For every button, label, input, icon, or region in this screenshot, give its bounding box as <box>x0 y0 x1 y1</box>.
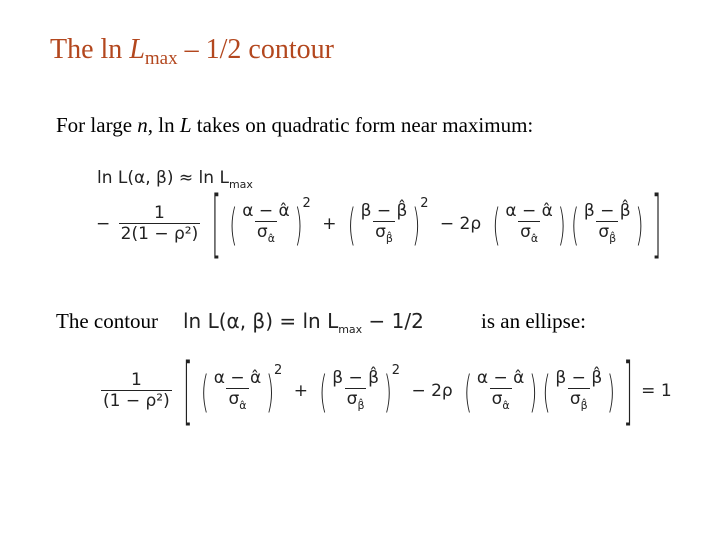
eq1-square-1: 2 <box>302 196 311 211</box>
eq1-term2 <box>359 203 410 244</box>
eq2-term4-sigma: σ <box>569 389 581 410</box>
eq1-term3-den <box>518 221 540 245</box>
eq2-prefactor-num: 1 <box>130 369 142 390</box>
eq1-term1-num: α − α̂ <box>242 201 290 222</box>
eq2-term3-sub: α̂ <box>502 399 510 413</box>
intro-text-a: For large <box>56 113 138 137</box>
eq1-paren-close-2: ) <box>412 197 421 251</box>
eq2-paren-open-4: ( <box>542 364 551 418</box>
eq1-term4-sub: β̂ <box>609 232 617 246</box>
title-sub: max <box>144 48 178 69</box>
eq2-term2-num: β − β̂ <box>332 368 379 389</box>
eq1-term3-sigma: σ <box>520 222 531 243</box>
eq2-term3-den <box>490 388 512 412</box>
eq2-prefactor <box>101 369 172 411</box>
eq1-term1-sub: α̂ <box>267 232 275 246</box>
eq2-term1-den <box>226 388 248 412</box>
eq2-term4-sub: β̂ <box>580 399 588 413</box>
slide-title <box>50 34 334 70</box>
eq1-term3-sub: α̂ <box>530 232 539 246</box>
eq2-term4-den <box>568 388 590 412</box>
eq2-term1-sub: α̂ <box>239 399 247 413</box>
equation-1-lhs <box>97 168 253 191</box>
title-suffix: – 1/2 contour <box>177 34 334 65</box>
eq1-paren-close-3: ) <box>557 197 566 251</box>
contour-math: ln L(α, β) = ln L <box>183 309 339 333</box>
eq1-paren-open-3: ( <box>492 197 501 251</box>
eq2-term2-den <box>345 388 367 412</box>
eq1-term3-num: α − α̂ <box>505 201 553 222</box>
eq1-term2-den <box>373 221 395 245</box>
eq2-term3 <box>475 370 526 411</box>
eq2-term1 <box>212 370 263 411</box>
contour-line <box>56 309 158 334</box>
eq2-paren-close-4: ) <box>607 364 615 418</box>
contour-math-tail: − 1/2 <box>362 309 424 333</box>
eq1-prefactor-num: 1 <box>154 202 165 223</box>
eq2-rhs: = 1 <box>641 381 672 401</box>
eq1-term2-sub: β̂ <box>385 232 393 246</box>
eq1-left-bracket: [ <box>211 180 221 268</box>
eq2-paren-open-2: ( <box>319 364 328 418</box>
eq1-minus: − <box>96 214 111 234</box>
eq1-term4 <box>582 203 633 244</box>
eq1-term4-den <box>596 221 618 245</box>
eq2-paren-open-1: ( <box>200 364 209 418</box>
eq2-term4 <box>553 370 604 411</box>
eq1-term2-sigma: σ <box>375 222 386 243</box>
eq1-lhs-sub: max <box>228 178 253 191</box>
eq2-paren-close-2: ) <box>383 364 392 418</box>
eq1-prefactor <box>119 202 201 244</box>
contour-equation <box>183 309 424 336</box>
eq2-term4-num: β − β̂ <box>555 368 603 389</box>
eq2-term3-num: α − α̂ <box>476 368 525 389</box>
eq2-term1-sigma: σ <box>228 389 240 410</box>
eq2-left-bracket: [ <box>183 347 193 435</box>
intro-text-c: takes on quadratic form near maximum: <box>191 113 534 137</box>
eq1-term2-num: β − β̂ <box>360 201 408 222</box>
contour-text-a: The contour <box>56 309 159 333</box>
eq1-plus: + <box>322 214 337 234</box>
title-var: L <box>129 34 145 65</box>
eq2-term2-sigma: σ <box>346 389 358 410</box>
equation-2 <box>98 347 672 435</box>
eq2-paren-open-3: ( <box>464 364 472 418</box>
intro-text-b: , ln <box>147 113 180 137</box>
eq2-paren-close-3: ) <box>529 364 538 418</box>
eq1-paren-open-4: ( <box>571 197 579 251</box>
contour-math-sub: max <box>338 323 363 336</box>
eq2-plus: + <box>293 381 308 401</box>
intro-L: L <box>179 113 192 137</box>
eq2-right-bracket: ] <box>623 347 633 435</box>
eq2-term2-sub: β̂ <box>357 399 365 413</box>
eq1-prefactor-den: 2(1 − ρ²) <box>120 223 199 244</box>
eq2-square-1: 2 <box>274 363 283 378</box>
eq1-term3 <box>503 203 554 244</box>
eq1-paren-close-1: ) <box>294 197 303 251</box>
eq2-prefactor-den: (1 − ρ²) <box>103 390 170 411</box>
eq1-right-bracket: ] <box>651 180 662 268</box>
eq1-term4-sigma: σ <box>598 222 610 243</box>
eq1-paren-open-1: ( <box>229 197 238 251</box>
eq1-lhs: ln L(α, β) ≈ ln L <box>97 168 229 188</box>
eq1-paren-close-4: ) <box>635 197 644 251</box>
intro-line <box>56 113 533 138</box>
eq1-term1-den <box>255 221 277 245</box>
title-prefix: The ln <box>50 34 130 65</box>
eq2-term3-sigma: σ <box>491 389 503 410</box>
eq2-cross: − 2ρ <box>411 381 453 401</box>
eq2-term1-num: α − α̂ <box>213 368 262 389</box>
eq1-square-2: 2 <box>420 196 429 211</box>
eq1-paren-open-2: ( <box>347 197 356 251</box>
contour-text-b: is an ellipse: <box>481 309 586 333</box>
eq1-cross: − 2ρ <box>439 214 482 234</box>
intro-n: n <box>137 113 148 137</box>
eq1-term4-num: β − β̂ <box>583 201 631 222</box>
eq1-term1-sigma: σ <box>256 222 268 243</box>
eq2-paren-close-1: ) <box>266 364 275 418</box>
eq2-square-2: 2 <box>391 363 401 378</box>
eq2-term2 <box>330 370 381 411</box>
eq1-term1 <box>240 203 291 244</box>
